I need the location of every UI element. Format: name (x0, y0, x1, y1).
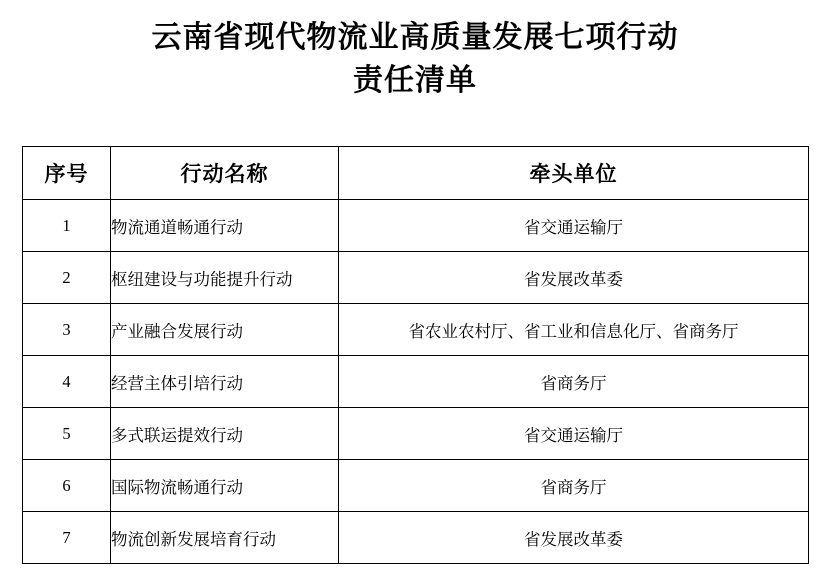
cell-no: 2 (23, 252, 111, 304)
table-row (23, 408, 809, 460)
table-body (23, 200, 809, 564)
cell-no: 5 (23, 408, 111, 460)
cell-action-name: 产业融合发展行动 (111, 304, 339, 356)
cell-action-name: 国际物流畅通行动 (111, 460, 339, 512)
cell-lead-unit: 省交通运输厅 (339, 200, 809, 252)
cell-lead-unit: 省商务厅 (339, 460, 809, 512)
column-header-name: 行动名称 (111, 147, 339, 200)
table-row (23, 356, 809, 408)
cell-no: 3 (23, 304, 111, 356)
column-header-no: 序号 (23, 147, 111, 200)
cell-action-name: 物流通道畅通行动 (111, 200, 339, 252)
table-row (23, 252, 809, 304)
cell-no: 4 (23, 356, 111, 408)
page-title-line-1: 云南省现代物流业高质量发展七项行动 (151, 21, 679, 54)
cell-action-name: 经营主体引培行动 (111, 356, 339, 408)
page-title-line-2: 责任清单 (353, 64, 477, 97)
cell-lead-unit: 省发展改革委 (339, 512, 809, 564)
cell-lead-unit: 省农业农村厅、省工业和信息化厅、省商务厅 (339, 304, 809, 356)
cell-no: 6 (23, 460, 111, 512)
cell-action-name: 物流创新发展培育行动 (111, 512, 339, 564)
cell-lead-unit: 省交通运输厅 (339, 408, 809, 460)
table-row (23, 512, 809, 564)
cell-no: 7 (23, 512, 111, 564)
responsibility-table (22, 146, 809, 564)
responsibility-table-container (22, 146, 808, 564)
cell-lead-unit: 省商务厅 (339, 356, 809, 408)
cell-no: 1 (23, 200, 111, 252)
table-header-row (23, 147, 809, 200)
column-header-unit: 牵头单位 (339, 147, 809, 200)
table-row (23, 460, 809, 512)
cell-lead-unit: 省发展改革委 (339, 252, 809, 304)
table-row (23, 200, 809, 252)
page-title (0, 0, 830, 102)
table-row (23, 304, 809, 356)
table-header (23, 147, 809, 200)
cell-action-name: 枢纽建设与功能提升行动 (111, 252, 339, 304)
cell-action-name: 多式联运提效行动 (111, 408, 339, 460)
